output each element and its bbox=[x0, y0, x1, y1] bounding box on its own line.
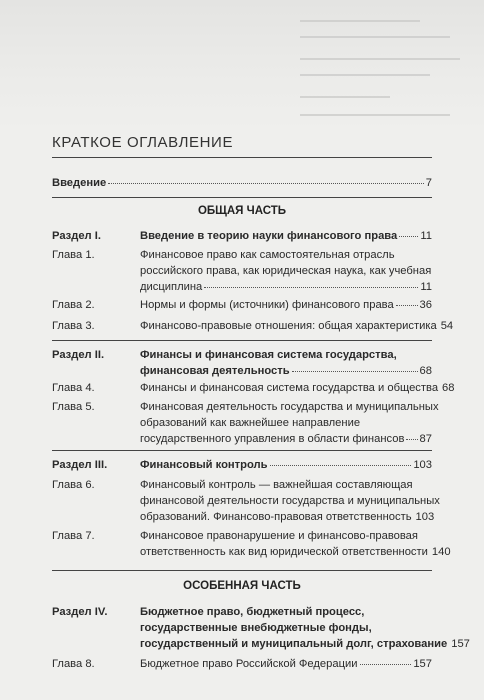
entry-label: Глава 4. bbox=[52, 382, 95, 394]
entry-label: Глава 5. bbox=[52, 401, 95, 413]
entry-page-number: 11 bbox=[420, 230, 432, 242]
entry-title-line: образований. Финансово-правовая ответственность bbox=[140, 511, 412, 523]
leader-dots bbox=[204, 277, 418, 288]
entry-title: Финансы и финансовая система государства и общества bbox=[140, 382, 439, 394]
leader-dots bbox=[108, 173, 424, 184]
entry-label: Глава 7. bbox=[52, 530, 95, 542]
leader-dots bbox=[292, 361, 418, 372]
title-underline bbox=[52, 157, 432, 158]
entry-title-line: Финансовое правонарушение и финансово-правовая bbox=[140, 530, 418, 542]
leader-dots bbox=[360, 654, 412, 665]
entry-title-line: финансовой деятельности государства и муниципальных bbox=[140, 495, 440, 507]
entry-title-line: Финансы и финансовая система государства, bbox=[140, 349, 397, 361]
entry-title-line: Финансовый контроль — важнейшая составляющая bbox=[140, 479, 413, 491]
entry-title-line: финансовая деятельность bbox=[140, 365, 290, 377]
toc-title: КРАТКОЕ ОГЛАВЛЕНИЕ bbox=[52, 134, 234, 151]
entry-page-number: 7 bbox=[425, 177, 432, 189]
entry-page-number: 157 bbox=[451, 638, 470, 650]
entry-title-line: государственного управления в области финансов bbox=[140, 433, 405, 445]
leader-dots bbox=[396, 295, 418, 306]
section-divider bbox=[52, 340, 432, 341]
entry-page-number: 11 bbox=[420, 281, 432, 293]
entry-title-line: государственные внебюджетные фонды, bbox=[140, 622, 372, 634]
entry-page-number: 103 bbox=[415, 511, 435, 523]
entry-title-line: Финансовое право как самостоятельная отрасль bbox=[140, 249, 395, 261]
entry-title: Нормы и формы (источники) финансового права bbox=[140, 299, 394, 311]
leader-dots bbox=[399, 226, 418, 237]
entry-title: Финансово-правовые отношения: общая характеристика bbox=[140, 320, 437, 332]
entry-label: Раздел II. bbox=[52, 349, 105, 361]
entry-page-number: 87 bbox=[419, 433, 432, 445]
entry-label: Раздел IV. bbox=[52, 606, 108, 618]
entry-title-line: ответственность как вид юридической ответственности bbox=[140, 546, 428, 558]
entry-title: Финансовый контроль bbox=[140, 459, 268, 471]
entry-label: Глава 2. bbox=[52, 299, 95, 311]
entry-label: Глава 1. bbox=[52, 249, 95, 261]
entry-label: Раздел III. bbox=[52, 459, 108, 471]
entry-title-line: российского права, как юридическая наука, как учебная bbox=[140, 265, 432, 277]
entry-label: Глава 3. bbox=[52, 320, 95, 332]
entry-title: Бюджетное право Российской Федерации bbox=[140, 658, 358, 670]
entry-page-number: 157 bbox=[413, 658, 432, 670]
entry-page-number: 140 bbox=[431, 546, 451, 558]
entry-title-line: Бюджетное право, бюджетный процесс, bbox=[140, 606, 365, 618]
section-divider bbox=[52, 450, 432, 451]
part-heading-general: ОБЩАЯ ЧАСТЬ bbox=[197, 205, 287, 217]
entry-title: Введение bbox=[52, 177, 107, 189]
entry-title-line: государственный и муниципальный долг, страхование bbox=[140, 638, 448, 650]
leader-dots bbox=[406, 429, 417, 440]
entry-title-line: образований как важнейшее направление bbox=[140, 417, 361, 429]
section-divider bbox=[52, 197, 432, 198]
entry-page-number: 54 bbox=[440, 320, 454, 332]
entry-page-number: 103 bbox=[413, 459, 432, 471]
entry-label: Глава 8. bbox=[52, 658, 95, 670]
part-heading-special: ОСОБЕННАЯ ЧАСТЬ bbox=[183, 580, 301, 592]
entry-label: Раздел I. bbox=[52, 230, 101, 242]
entry-page-number: 68 bbox=[442, 382, 455, 394]
entry-label: Глава 6. bbox=[52, 479, 95, 491]
entry-title: Введение в теорию науки финансового права bbox=[140, 230, 398, 242]
entry-title-line: дисциплина bbox=[140, 281, 203, 293]
entry-title-line: Финансовая деятельность государства и муниципальных bbox=[140, 401, 439, 413]
section-divider bbox=[52, 570, 432, 571]
entry-page-number: 36 bbox=[419, 299, 432, 311]
entry-page-number: 68 bbox=[419, 365, 432, 377]
leader-dots bbox=[270, 455, 412, 466]
